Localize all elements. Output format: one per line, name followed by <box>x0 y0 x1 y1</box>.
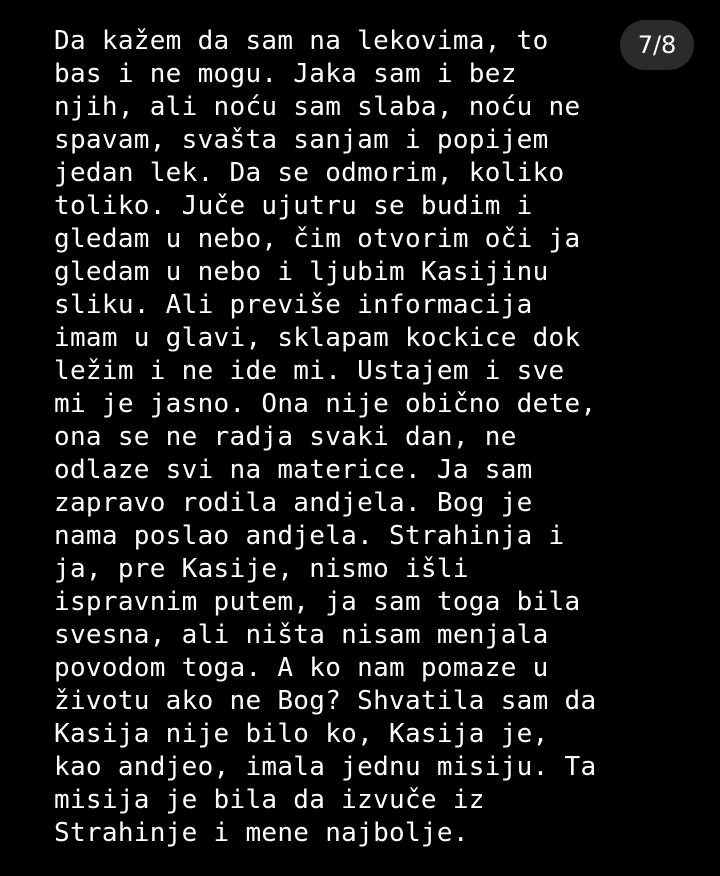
story-text-line: jedan lek. Da se odmorim, koliko <box>54 158 565 188</box>
story-text-line: toliko. Juče ujutru se budim i <box>54 191 533 221</box>
story-text-line: ja, pre Kasije, nismo išli <box>54 554 469 584</box>
story-text-line: odlaze svi na materice. Ja sam <box>54 455 533 485</box>
story-text-line: Strahinje i mene najbolje. <box>54 818 469 848</box>
story-text-line: Kasija nije bilo ko, Kasija je, <box>54 719 549 749</box>
story-text-line: mi je jasno. Ona nije obično dete, <box>54 389 597 419</box>
story-text-line: gledam u nebo, čim otvorim oči ja <box>54 224 581 254</box>
story-text-line: povodom toga. A ko nam pomaze u <box>54 653 549 683</box>
story-text-line: misija je bila da izvuče iz <box>54 785 485 815</box>
page-indicator-badge: 7/8 <box>620 20 694 70</box>
story-text-line: njih, ali noću sam slaba, noću ne <box>54 92 581 122</box>
story-text-line: imam u glavi, sklapam kockice dok <box>54 323 581 353</box>
story-text-line: gledam u nebo i ljubim Kasijinu <box>54 257 549 287</box>
story-text-line: kao andjeo, imala jednu misiju. Ta <box>54 752 597 782</box>
story-text-line: svesna, ali ništa nisam menjala <box>54 620 549 650</box>
story-text-line: životu ako ne Bog? Shvatila sam da <box>54 686 597 716</box>
story-text-line: sliku. Ali previše informacija <box>54 290 533 320</box>
story-text-line: zapravo rodila andjela. Bog je <box>54 488 533 518</box>
story-text-line: spavam, svašta sanjam i popijem <box>54 125 549 155</box>
story-text-line: ona se ne radja svaki dan, ne <box>54 422 517 452</box>
story-text-line: bas i ne mogu. Jaka sam i bez <box>54 59 517 89</box>
story-text <box>54 25 674 850</box>
story-text-line: nama poslao andjela. Strahinja i <box>54 521 565 551</box>
story-text-line: Da kažem da sam na lekovima, to <box>54 26 549 56</box>
story-text-line: ispravnim putem, ja sam toga bila <box>54 587 581 617</box>
story-text-line: ležim i ne ide mi. Ustajem i sve <box>54 356 565 386</box>
